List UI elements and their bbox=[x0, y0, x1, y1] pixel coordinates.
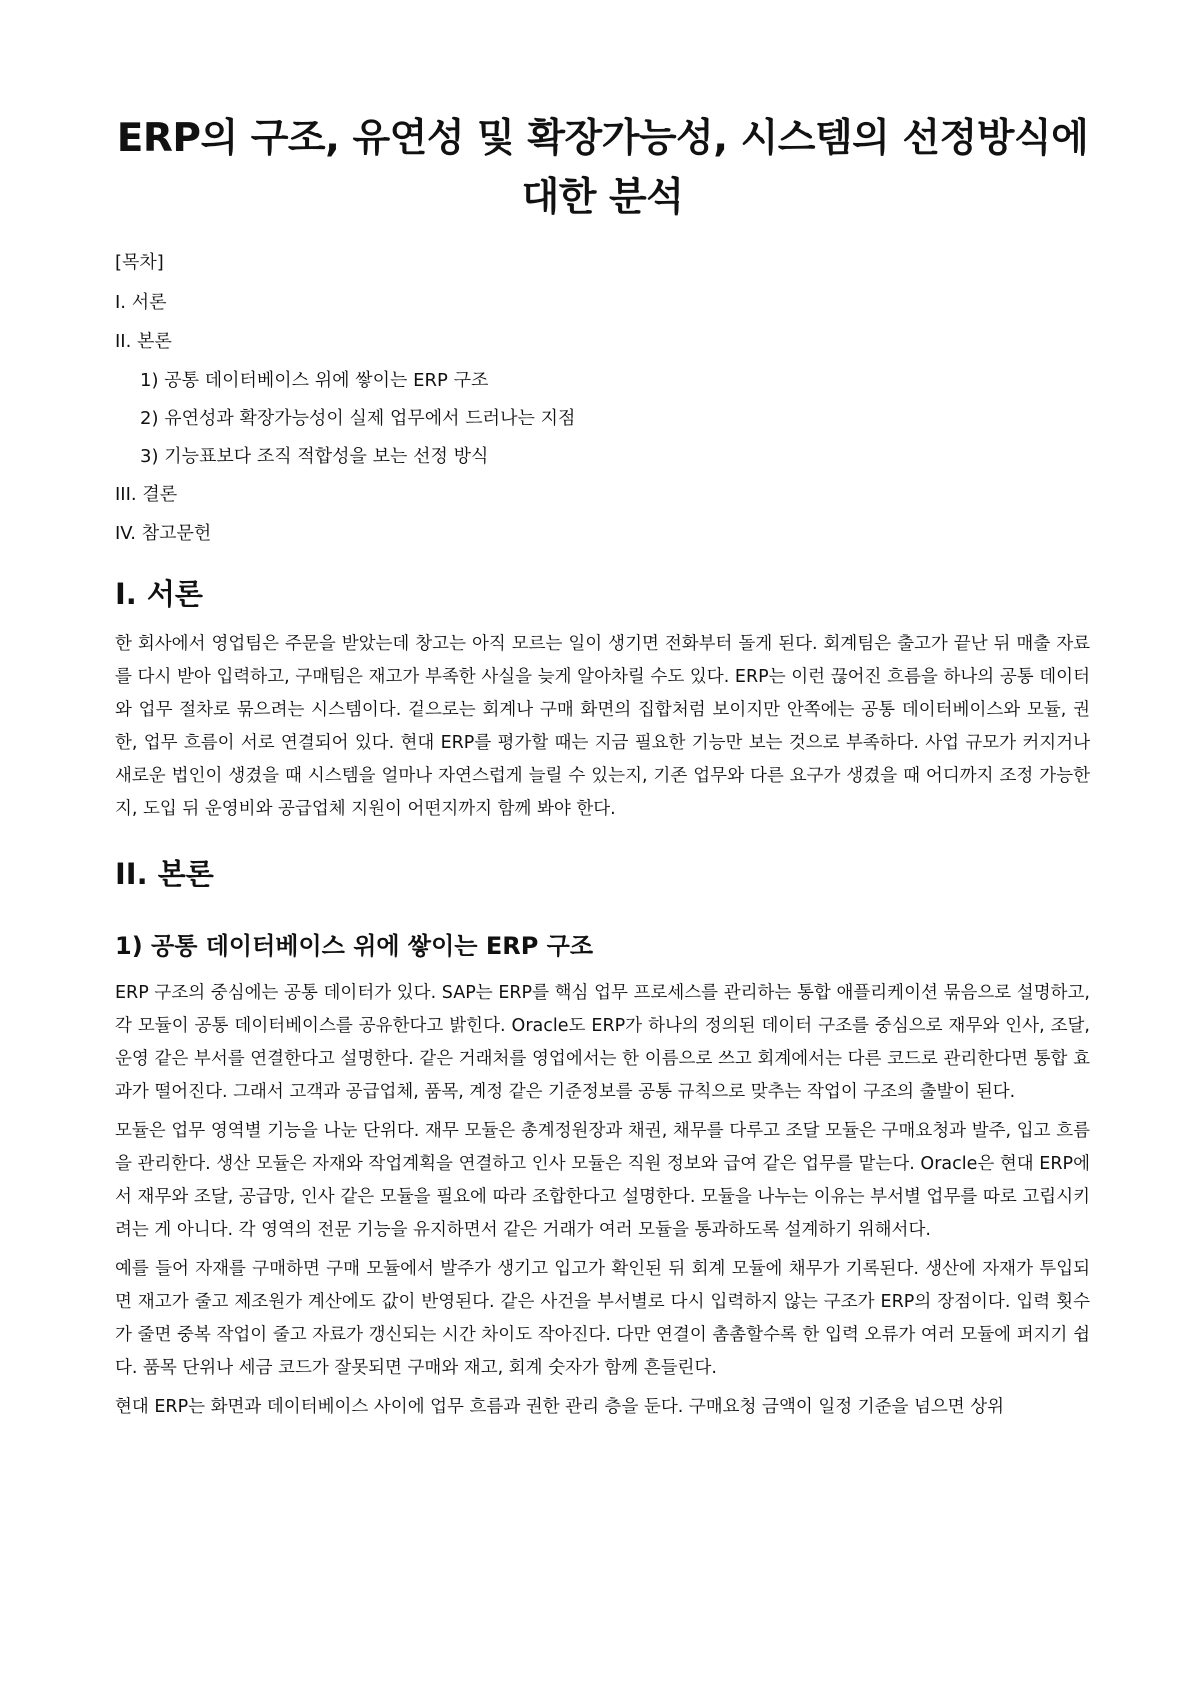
body-paragraph-example: 예를 들어 자재를 구매하면 구매 모듈에서 발주가 생기고 입고가 확인된 뒤 회계 모듈에 채무가 기록된다. 생산에 자재가 투입되면 재고가 줄고 제조원가 계산에도 값이 반영된다. 같은 사건을 부서별로 다시 입력하지 않는 구조가 ERP의 장점이다. 입력 횟수가 줄면 중복 작업이 줄고 자료가 갱신되는 시간 차이도 작아진다. 다만 연결이 촘촘할수록 한 입력 오류가 여러 모듈에 퍼지기 쉽다. 품목 단위나 세금 코드가 잘못되면 구매와 재고, 회계 숫자가 함께 흔들린다. bbox=[115, 1258, 1090, 1378]
body-paragraph-workflow: 현대 ERP는 화면과 데이터베이스 사이에 업무 흐름과 권한 관리 층을 둔다. 구매요청 금액이 일정 기준을 넘으면 상위 bbox=[115, 1396, 1005, 1417]
toc-item-introduction: I. 서론 bbox=[115, 292, 167, 313]
table-of-contents bbox=[115, 291, 1090, 546]
toc-item-references: IV. 참고문헌 bbox=[115, 523, 212, 544]
toc-item-selection: 3) 기능표보다 조직 적합성을 보는 선정 방식 bbox=[140, 446, 489, 467]
section-heading-introduction: I. 서론 bbox=[115, 577, 203, 611]
toc-item-conclusion: III. 결론 bbox=[115, 484, 178, 505]
body-paragraph-common-data: ERP 구조의 중심에는 공통 데이터가 있다. SAP는 ERP를 핵심 업무 프로세스를 관리하는 통합 애플리케이션 묶음으로 설명하고, 각 모듈이 공통 데이터베이스를 공유한다고 밝힌다. Oracle도 ERP가 하나의 정의된 데이터 구조를 중심으로 재무와 인사, 조달, 운영 같은 부서를 연결한다고 설명한다. 같은 거래처를 영업에서는 한 이름으로 쓰고 회계에서는 다른 코드로 관리한다면 통합 효과가 떨어진다. 그래서 고객과 공급업체, 품목, 계정 같은 기준정보를 공통 규칙으로 맞추는 작업이 구조의 출발이 된다. bbox=[115, 982, 1091, 1102]
toc-label: [목차] bbox=[115, 252, 164, 273]
introduction-paragraph: 한 회사에서 영업팀은 주문을 받았는데 창고는 아직 모르는 일이 생기면 전화부터 돌게 된다. 회계팀은 출고가 끝난 뒤 매출 자료를 다시 받아 입력하고, 구매팀은 재고가 부족한 사실을 늦게 알아차릴 수도 있다. ERP는 이런 끊어진 흐름을 하나의 공통 데이터와 업무 절차로 묶으려는 시스템이다. 겉으로는 회계나 구매 화면의 집합처럼 보이지만 안쪽에는 공통 데이터베이스와 모듈, 권한, 업무 흐름이 서로 연결되어 있다. 현대 ERP를 평가할 때는 지금 필요한 기능만 보는 것으로 부족하다. 사업 규모가 커지거나 새로운 법인이 생겼을 때 시스템을 얼마나 자연스럽게 늘릴 수 있는지, 기존 업무와 다른 요구가 생겼을 때 어디까지 조정 가능한지, 도입 뒤 운영비와 공급업체 지원이 어떤지까지 함께 봐야 한다. bbox=[115, 633, 1090, 819]
section-heading-body: II. 본론 bbox=[115, 856, 214, 891]
toc-item-flexibility: 2) 유연성과 확장가능성이 실제 업무에서 드러나는 지점 bbox=[140, 408, 576, 429]
toc-item-erp-structure: 1) 공통 데이터베이스 위에 쌓이는 ERP 구조 bbox=[140, 370, 489, 391]
subsection-heading-erp-structure: 1) 공통 데이터베이스 위에 쌓이는 ERP 구조 bbox=[115, 932, 594, 961]
body-paragraph-modules: 모듈은 업무 영역별 기능을 나눈 단위다. 재무 모듈은 총계정원장과 채권, 채무를 다루고 조달 모듈은 구매요청과 발주, 입고 흐름을 관리한다. 생산 모듈은 자재와 작업계획을 연결하고 인사 모듈은 직원 정보와 급여 같은 업무를 맡는다. Oracle은 현대 ERP에서 재무와 조달, 공급망, 인사 같은 모듈을 필요에 따라 조합한다고 설명한다. 모듈을 나누는 이유는 부서별 업무를 따로 고립시키려는 게 아니다. 각 영역의 전문 기능을 유지하면서 같은 거래가 여러 모듈을 통과하도록 설계하기 위해서다. bbox=[115, 1120, 1090, 1240]
toc-item-body: II. 본론 bbox=[115, 331, 172, 352]
document-title: ERP의 구조, 유연성 및 확장가능성, 시스템의 선정방식에 대한 분석 bbox=[116, 116, 1089, 220]
